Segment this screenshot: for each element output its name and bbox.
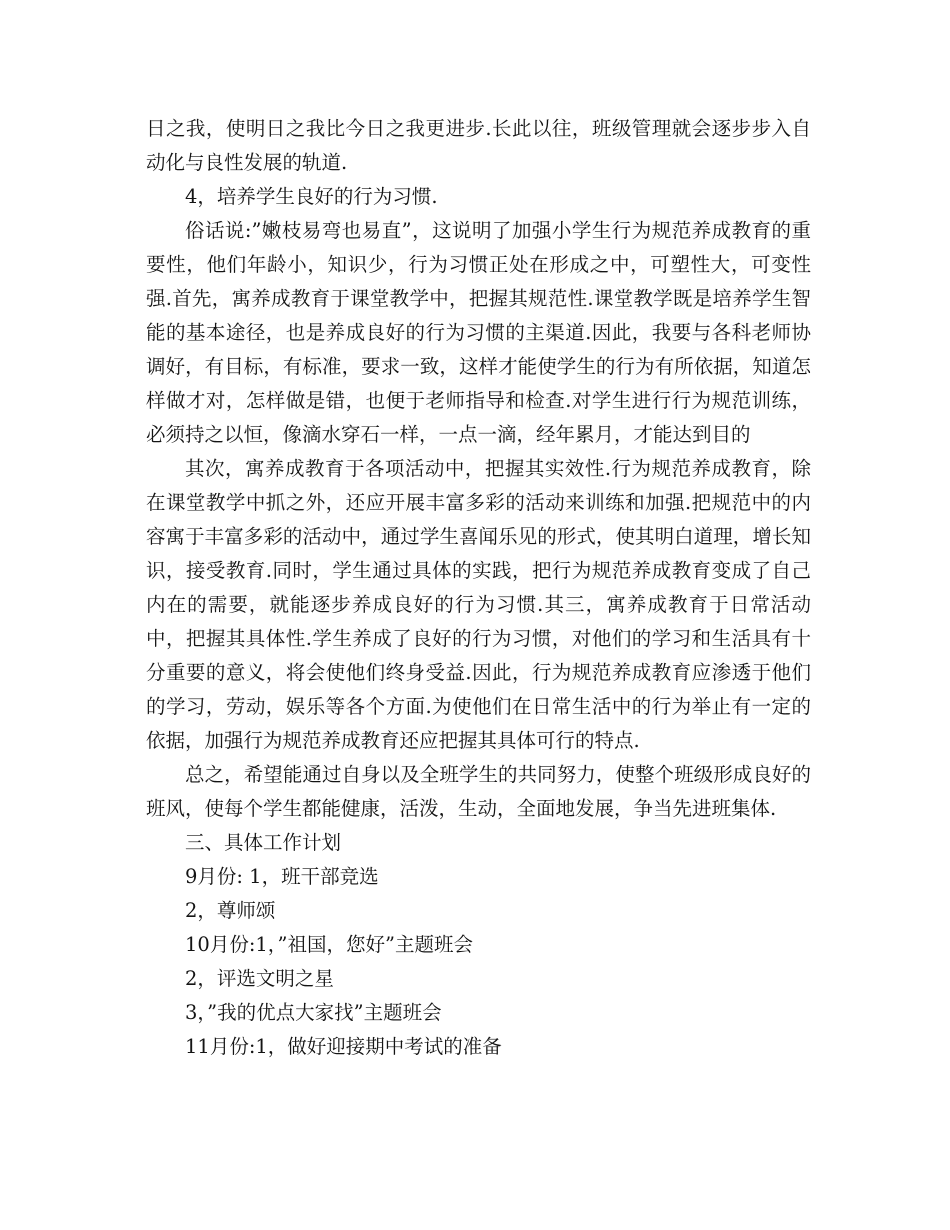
paragraph-continuation: 日之我，使明日之我比今日之我更进步.长此以往，班级管理就会逐步步入自动化与良性发展的轨道. (146, 117, 811, 174)
plan-item-november-1: 11月份:1，做好迎接期中考试的准备 (185, 1035, 502, 1058)
plan-item-september-1: 9月份: 1，班干部竞选 (185, 865, 379, 888)
section-heading-work-plan: 三、具体工作计划 (185, 831, 342, 854)
paragraph-activities: 其次，寓养成教育于各项活动中，把握其实效性.行为规范养成教育，除在课堂教学中抓之外，还应开展丰富多彩的活动来训练和加强.把规范中的内容寓于丰富多彩的活动中，通过学生喜闻乐见的形式，使其明白道理，增长知识，接受教育.同时，学生通过具体的实践，把行为规范养成教育变成了自己内在的需要，就能逐步养成良好的行为习惯.其三，寓养成教育于日常活动中，把握其具体性.学生养成了良好的行为习惯，对他们的学习和生活具有十分重要的意义，将会使他们终身受益.因此，行为规范养成教育应渗透于他们的学习，劳动，娱乐等各个方面.为使他们在日常生活中的行为举止有一定的依据，加强行为规范养成教育还应把握其具体可行的特点. (146, 457, 811, 752)
document-body (146, 112, 811, 1064)
section-heading-habits: 4，培养学生良好的行为习惯. (185, 185, 438, 208)
paragraph-summary: 总之，希望能通过自身以及全班学生的共同努力，使整个班级形成良好的班风，使每个学生都能健康，活泼，生动，全面地发展，争当先进班集体. (146, 763, 811, 820)
plan-item-october-3: 3，”我的优点大家找”主题班会 (185, 1001, 442, 1024)
paragraph-proverb: 俗话说:”嫩枝易弯也易直”，这说明了加强小学生行为规范养成教育的重要性，他们年龄小，知识少，行为习惯正处在形成之中，可塑性大，可变性强.首先，寓养成教育于课堂教学中，把握其规范性.课堂教学既是培养学生智能的基本途径，也是养成良好的行为习惯的主渠道.因此，我要与各科老师协调好，有目标，有标准，要求一致，这样才能使学生的行为有所依据，知道怎样做才对，怎样做是错，也便于老师指导和检查.对学生进行行为规范训练，必须持之以恒，像滴水穿石一样，一点一滴，经年累月，才能达到目的 (146, 219, 811, 446)
plan-item-september-2: 2，尊师颂 (185, 899, 276, 922)
plan-item-october-1: 10月份:1，”祖国，您好”主题班会 (185, 933, 473, 956)
plan-item-october-2: 2，评选文明之星 (185, 967, 334, 990)
